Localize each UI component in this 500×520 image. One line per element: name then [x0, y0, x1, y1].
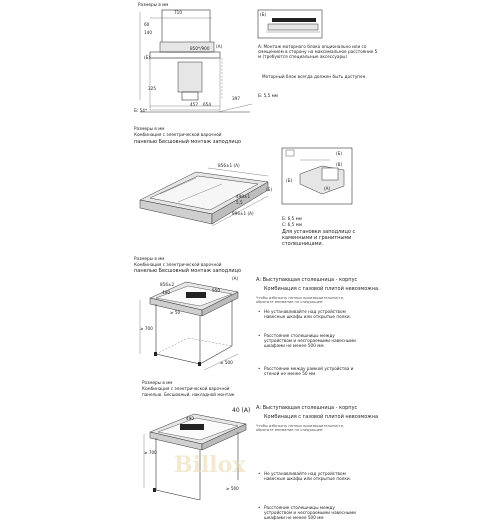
- section-2-sub1: Комбинация с электрической варочной: [134, 132, 222, 137]
- dim-490: 490±1: [236, 194, 251, 199]
- note-motor: Моторный блок всегда должен быть доступен.: [262, 74, 367, 79]
- section-3-sub1: Комбинация с электрической варочной: [134, 262, 222, 267]
- dim-5-5: 5,5: [236, 200, 243, 205]
- dim-50: ≥ 50: [170, 310, 181, 315]
- dim-457: 457: [190, 102, 198, 107]
- label-a: 40 (A): [232, 407, 251, 414]
- dim-140: 140: [144, 30, 152, 35]
- note-combo: Комбинация с газовой плитой невозможна: [264, 414, 379, 420]
- note-small: Чтобы избежать потери производительности, обратите внимание на следующее:: [256, 424, 345, 433]
- note-a: A: Монтаж моторного блока опционально или со смещением в сторону на максимальное расстояние 5 м (требуются специальные аксессуары): [258, 44, 378, 59]
- label-a: (A): [232, 276, 239, 281]
- note-combo: Комбинация с газовой плитой невозможна.: [264, 286, 380, 292]
- dim-700: ≥ 700: [144, 450, 157, 455]
- dim-side: (Б): [266, 187, 273, 192]
- dim-490: 490: [186, 416, 194, 421]
- dim-bottom: 896±1 (A): [232, 211, 254, 216]
- section-4-heading: Размеры в мм: [142, 380, 173, 385]
- note-small: Чтобы избежать потери производительности, обратите внимание на следующее:: [256, 296, 345, 305]
- bullet-2: • Расстояние столешницы между устройством и несгораемыми навесными шкафами не менее 500 мм.: [258, 333, 364, 348]
- dim-500: ≥ 500: [226, 486, 239, 491]
- dim-856: 856±2: [160, 282, 175, 287]
- watermark-logo: Billox: [174, 452, 246, 478]
- section-3-sub2: панелью Бесшовный монтаж заподлицо: [134, 268, 242, 274]
- dim-490: 490: [162, 290, 170, 295]
- bullet-2: • Расстояние столешницы между устройством и несгораемыми навесными шкафами не менее 500 мм: [258, 505, 364, 520]
- section-2-sub2: панелью Бесшовный монтаж заподлицо: [134, 139, 242, 145]
- dim-60: 60: [144, 22, 150, 27]
- detail-label-c: (В): [336, 162, 343, 167]
- dim-397: 397: [232, 96, 240, 101]
- section-1-heading: Размеры в мм: [138, 2, 169, 7]
- dim-850: 850*/900: [190, 46, 210, 51]
- detail-label-b1: (Б): [336, 151, 343, 156]
- note-b: Б: 5,5 мм: [258, 93, 278, 98]
- section-4-sub1: Комбинация с электрической варочной: [142, 386, 230, 391]
- section-2-heading: Размеры в мм: [134, 126, 165, 131]
- dim-325: 325: [148, 86, 156, 91]
- bullet-1: • Не устанавливайте над устройством навесные шкафы или открытые полки.: [258, 471, 364, 481]
- label-a: (A): [216, 44, 223, 49]
- note-use: Для установки заподлицо с каменными и гранитными столешницами.: [282, 229, 356, 247]
- dim-700: ≥ 700: [140, 326, 153, 331]
- dim-654: 654: [203, 102, 211, 107]
- note-a: A: Выступающая столешница - корпус: [256, 405, 358, 411]
- section-3-heading: Размеры в мм: [134, 256, 165, 261]
- dim-top: 856±1 (A): [218, 163, 240, 168]
- dim-500: ≥ 500: [220, 360, 233, 365]
- detail-label-a: (А): [324, 186, 331, 191]
- note-b: Б: 6,5 мм: [282, 216, 302, 221]
- inset-label: (Б): [260, 12, 267, 17]
- dim-550: 550: [212, 288, 220, 293]
- label-b: (Б): [144, 55, 151, 60]
- bullet-1: • Не устанавливайте над устройством навесные шкафы или открытые полки.: [258, 309, 364, 319]
- dim-b54: Б: 54*: [134, 108, 148, 113]
- dim-710: 710: [174, 10, 182, 15]
- detail-label-b2: (Б): [286, 178, 293, 183]
- note-c: С: 6,5 мм: [282, 222, 302, 227]
- section-4-sub2: панелью. Бесшовный, накладной монтаж: [142, 392, 235, 397]
- bullet-3: • Расстояние между рамкой устройства и стеной не менее 50 мм: [258, 366, 364, 376]
- note-a: A: Выступающая столешница - корпус: [256, 277, 358, 283]
